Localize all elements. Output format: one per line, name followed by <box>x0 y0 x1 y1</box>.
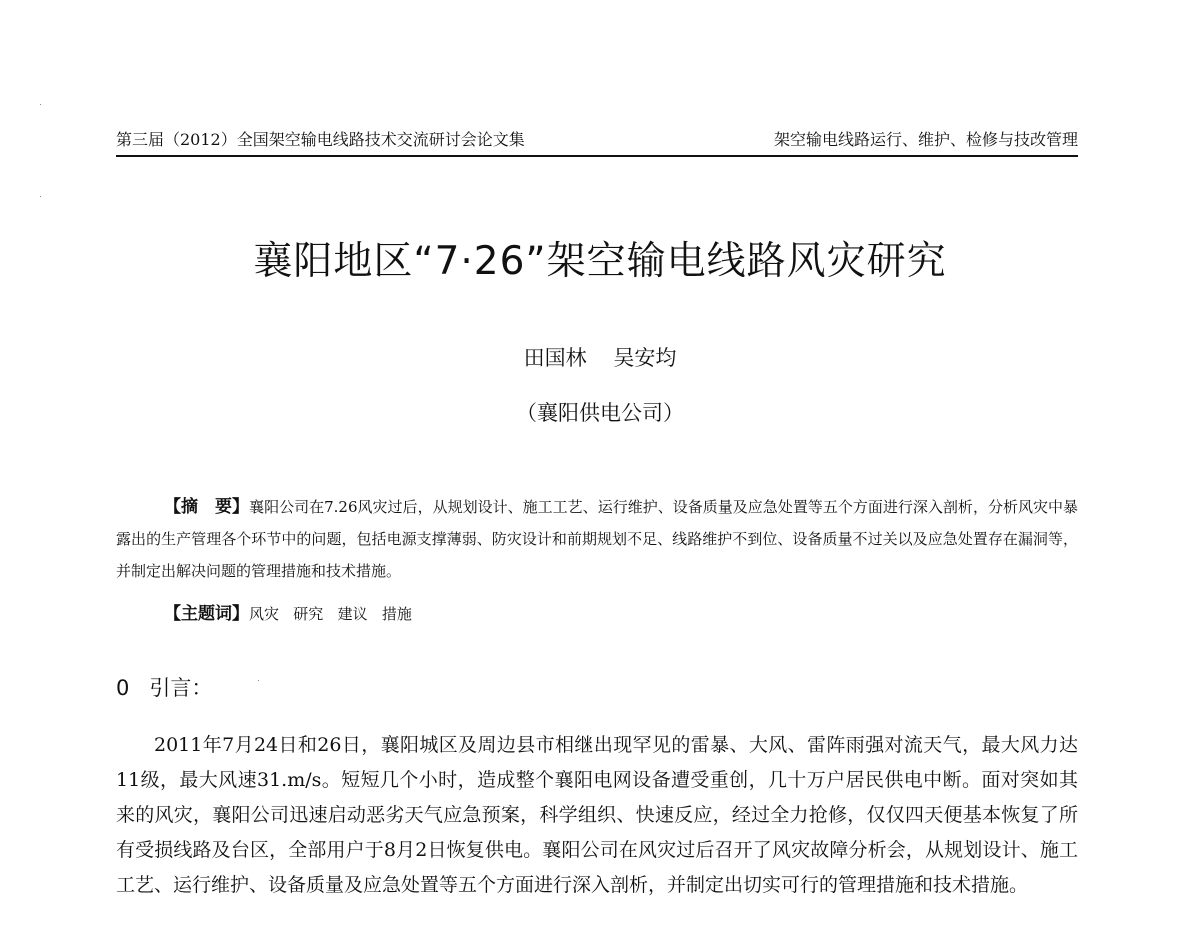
abstract-label: 【摘 要】 <box>164 497 250 517</box>
scan-speck <box>40 196 41 197</box>
scan-speck <box>258 680 259 681</box>
header-section-title: 架空输电线路运行、维护、检修与技改管理 <box>773 130 1078 149</box>
keywords-label: 【主题词】 <box>164 604 249 624</box>
author-affiliation: （襄阳供电公司） <box>516 401 684 425</box>
section-title: 引言： <box>149 676 213 700</box>
paper-authors: 田国林 吴安均 <box>523 346 677 370</box>
abstract <box>116 491 1078 587</box>
keywords <box>116 598 1078 630</box>
paper-title: 襄阳地区“7·26”架空输电线路风灾研究 <box>253 239 947 284</box>
running-header <box>116 127 1078 153</box>
section-number: 0 <box>116 676 130 700</box>
header-proceedings-title: 第三届（2012）全国架空输电线路技术交流研讨会论文集 <box>116 130 525 149</box>
section-heading <box>116 670 212 706</box>
keywords-text: 风灾 研究 建议 措施 <box>249 605 412 623</box>
intro-paragraph: 2011年7月24日和26日，襄阳城区及周边县市相继出现罕见的雷暴、大风、雷阵雨强对流天气，最大风力达11级，最大风速31.m/s。短短几个小时，造成整个襄阳电网设备遭受重创，几十万户居民供电中断。面对突如其来的风灾，襄阳公司迅速启动恶劣天气应急预案，科学组织、快速反应，经过全力抢修，仅仅四天便基本恢复了所有受损线路及台区，全部用户于8月2日恢复供电。襄阳公司在风灾过后召开了风灾故障分析会，从规划设计、施工工艺、运行维护、设备质量及应急处置等五个方面进行深入剖析，并制定出切实可行的管理措施和技术措施。 <box>116 734 1078 896</box>
header-rule <box>116 155 1078 157</box>
abstract-text: 襄阳公司在7.26风灾过后，从规划设计、施工工艺、运行维护、设备质量及应急处置等五个方面进行深入剖析，分析风灾中暴露出的生产管理各个环节中的问题，包括电源支撑薄弱、防灾设计和前期规划不足、线路维护不到位、设备质量不过关以及应急处置存在漏洞等，并制定出解决问题的管理措施和技术措施。 <box>116 498 1079 580</box>
scan-speck <box>40 104 41 105</box>
